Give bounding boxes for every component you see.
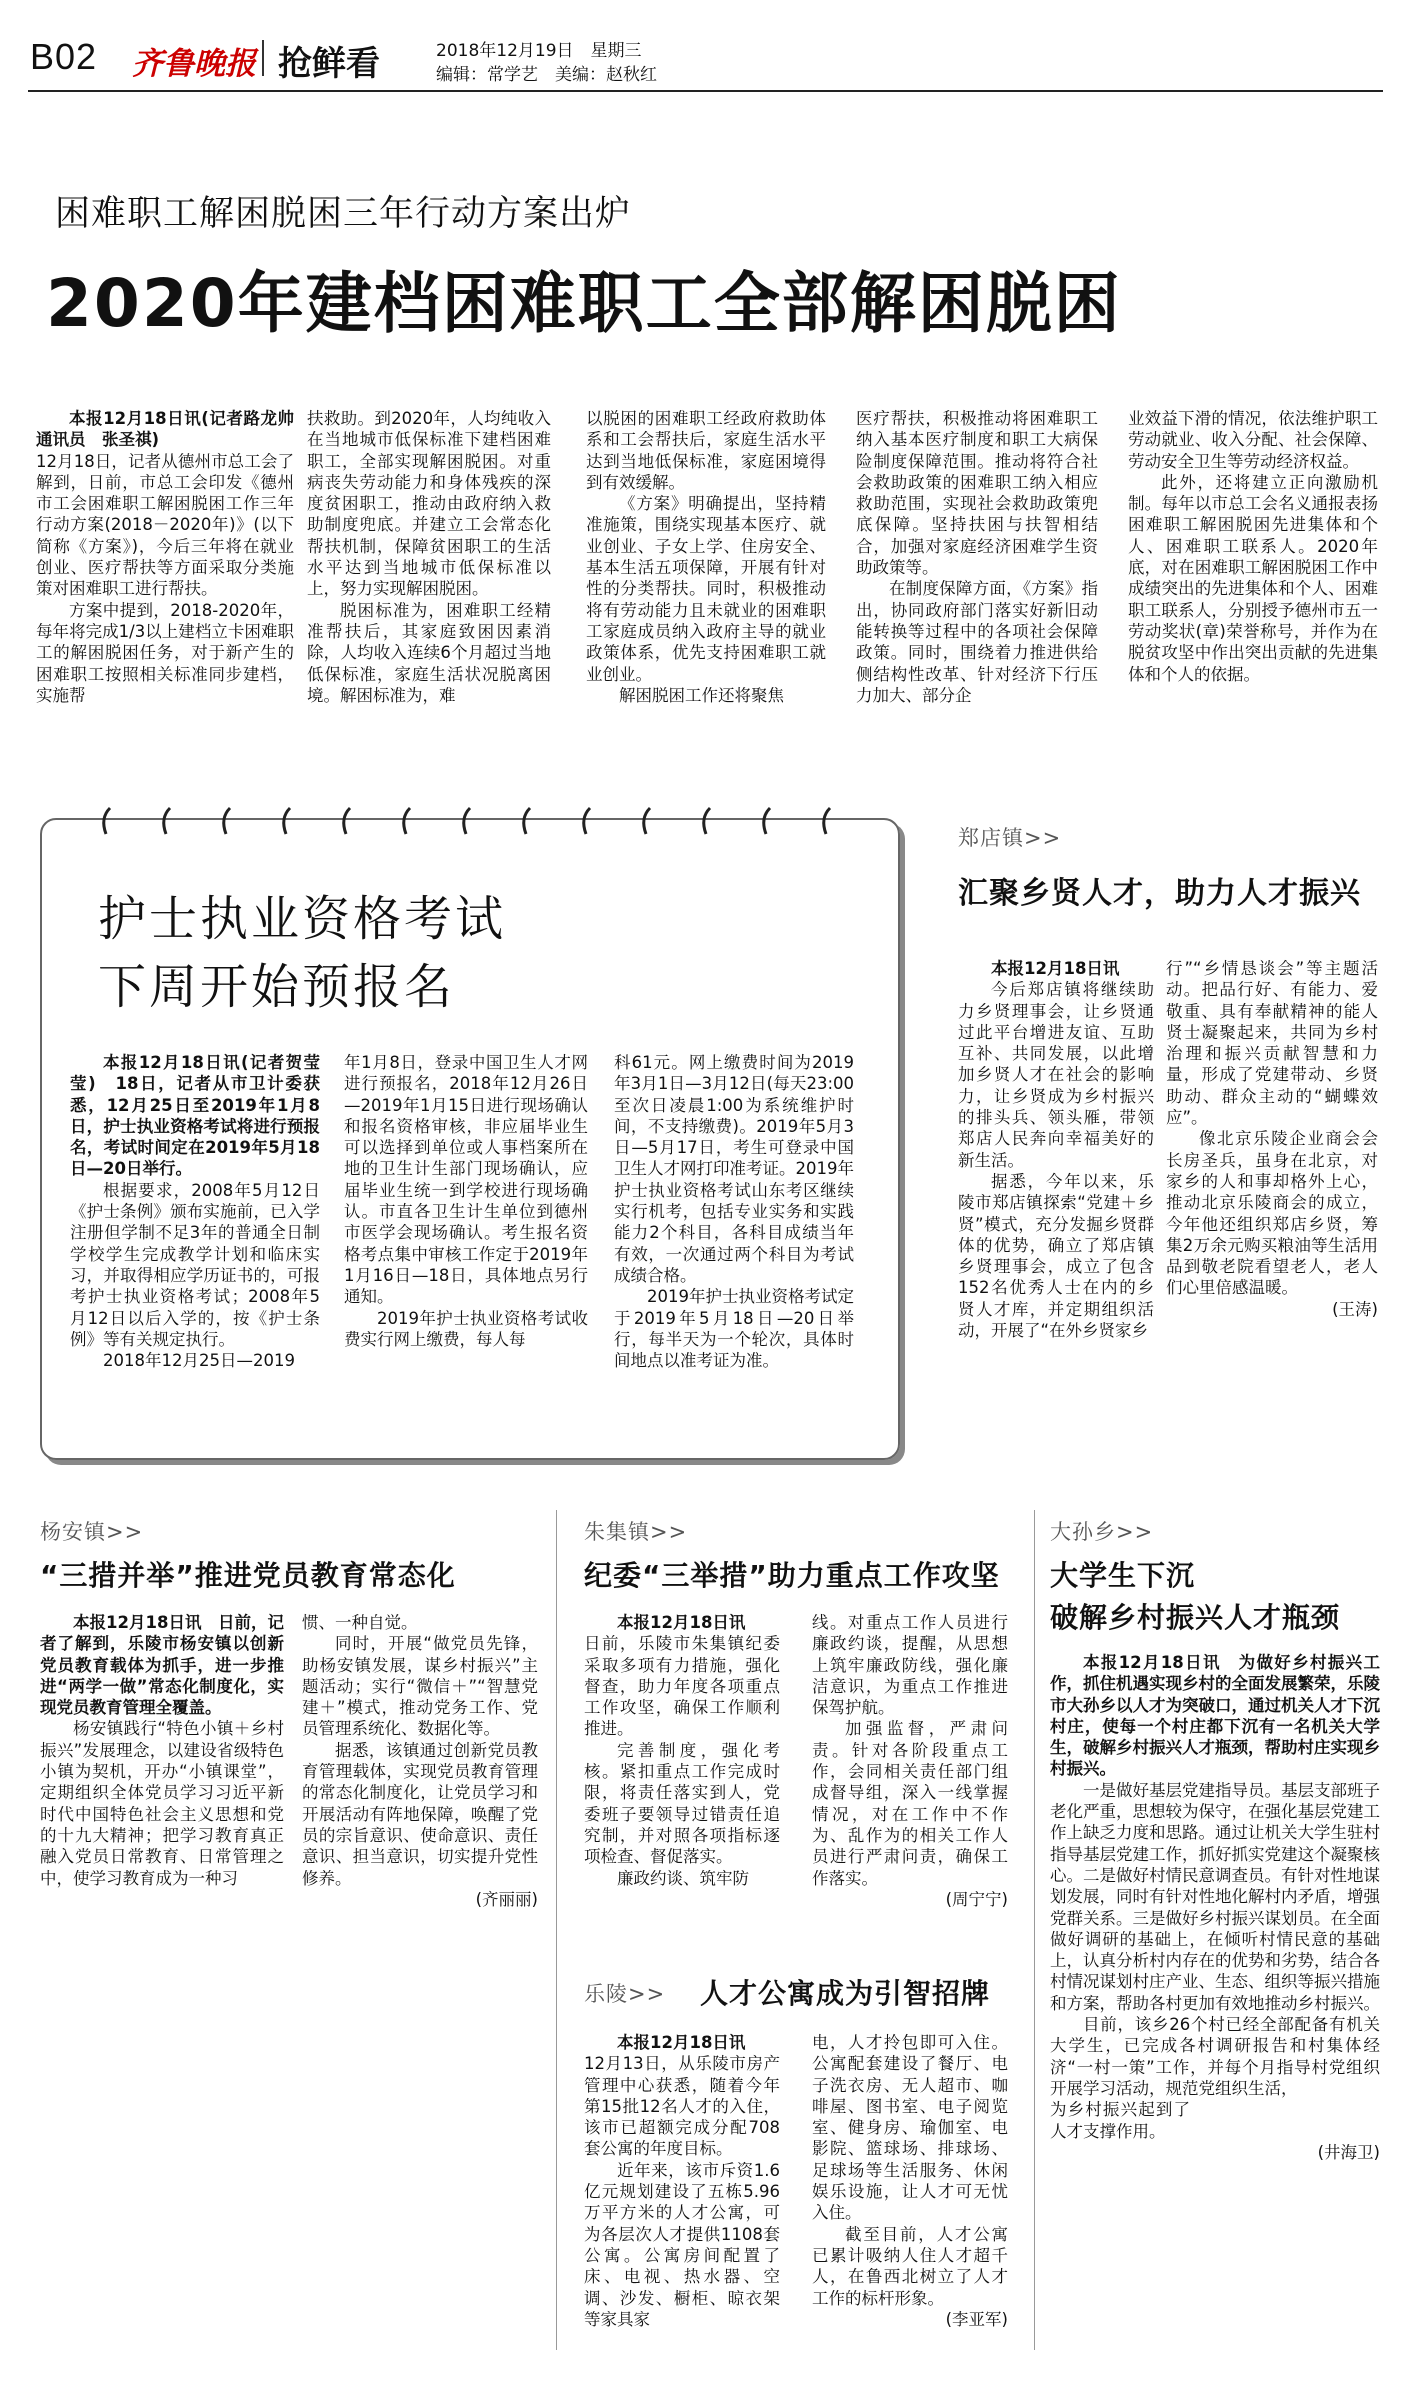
nurse-headline-1: 护士执业资格考试 [98,891,507,947]
dasun-headline-1: 大学生下沉 [1050,1559,1196,1592]
yangan-tag: 杨安镇>> [40,1520,144,1544]
section-name: 抢鲜看 [278,44,380,84]
zhengdian-column-2: 行”“乡情恳谈会”等主题活动。把品行好、有能力、爱敬重、具有奉献精神的能人贤士凝聚起来，共同为乡村治理和振兴贡献智慧和力量，形成了党建带动、乡贤助动、群众主动的“蝴蝶效应”。 像北京乐陵企业商会会长房圣兵，虽身在北京，对家乡的人和事却格外上心，推动北京乐陵商会的成立，今年他还组织郑店乡贤，筹集2万余元购买粮油等生活用品到敬老院看望老人，老人们心里倍感温暖。 (王涛) [1166,959,1378,1319]
yangan-column-1: 本报12月18日讯 日前，记者了解到，乐陵市杨安镇以创新党员教育载体为抓手，进一步推进“两学一做”常态化制度化，实现党员教育管理全覆盖。 杨安镇践行“特色小镇＋乡村振兴”发展理念，以建设省级特色小镇为契机，开办“小镇课堂”，定期组织全体党员学习习近平新时代中国特色社会主义思想和党的十九大精神；把学习教育真正融入党员日常教育、日常管理之中，使学习教育成为一种习 [40,1613,284,1888]
editor-credits: 编辑：常学艺 美编：赵秋红 [436,65,657,85]
lead-subtitle: 困难职工解困脱困三年行动方案出炉 [55,194,632,234]
masthead-logo: 齐鲁晚报 [132,46,256,82]
nurse-column-2: 年1月8日，登录中国卫生人才网进行预报名，2018年12月26日—2019年1月15日进行现场确认和报名资格审核，非应届毕业生可以选择到单位或人事档案所在地的卫生计生部门现场确认，应届毕业生统一到学校进行现场确认。市直各卫生计生单位到德州市医学会现场确认。考生报名资格考点集中审核工作定于2019年1月16日—18日，具体地点另行通知。 2019年护士执业资格考试收费实行网上缴费，每人每 [344,1053,588,1349]
nurse-column-3: 科61元。网上缴费时间为2019年3月1日—3月12日(每天23:00至次日凌晨1:00为系统维护时间，不支持缴费)。2019年5月3日—5月17日，考生可登录中国卫生人才网打印准考证。2019年护士执业资格考试山东考区继续实行机考，包括专业实务和实践能力2个科目，各科目成绩当年有效，一次通过两个科目为考试成绩合格。 2019年护士执业资格考试定于2019年5月18日—20日举行，每半天为一个轮次，具体时间地点以准考证为准。 [614,1053,854,1371]
nurse-headline-2: 下周开始预报名 [98,959,456,1015]
issue-date: 2018年12月19日 星期三 [436,41,642,61]
zhengdian-column-1: 本报12月18日讯 今后郑店镇将继续助力乡贤理事会，让乡贤通过此平台增进友谊、互助互补、共同发展，以此增加乡贤人才在社会的影响力，让乡贤成为乡村振兴的排头兵、领头雁，带领郑店人民奔向幸福美好的新生活。 据悉，今年以来，乐陵市郑店镇探索“党建＋乡贤”模式，充分发掘乡贤群体的优势，确立了郑店镇乡贤理事会，成立了包含152名优秀人士在内的乡贤人才库，并定期组织活动，开展了“在外乡贤家乡 [958,959,1154,1341]
lead-column-4: 医疗帮扶，积极推动将困难职工纳入基本医疗制度和职工大病保险制度保障范围。推动将符合社会救助政策的困难职工纳入相应救助范围，实现社会救助政策兜底保障。坚持扶困与扶智相结合，加强对家庭经济困难学生资助政策等。 在制度保障方面，《方案》指出，协同政府部门落实好新旧动能转换等过程中的各项社会保障政策。同时，围绕着力推进供给侧结构性改革、针对经济下行压力加大、部分企 [856,409,1098,705]
lead-column-5: 业效益下滑的情况，依法维护职工劳动就业、收入分配、社会保障、劳动安全卫生等劳动经济权益。 此外，还将建立正向激励机制。每年以市总工会名义通报表扬困难职工解困脱困先进集体和个人、困难职工联系人。2020年底，对在困难职工解困脱困工作中成绩突出的先进集体和个人、困难职工联系人，分别授予德州市五一劳动奖状(章)荣誉称号，并作为在脱贫攻坚中作出突出贡献的先进集体和个人的依据。 [1128,409,1378,684]
dasun-column: 本报12月18日讯 为做好乡村振兴工作，抓住机遇实现乡村的全面发展繁荣，乐陵市大孙乡以人才为突破口，通过机关人才下沉村庄，使每一个村庄都下沉有一名机关大学生，破解乡村振兴人才瓶颈，帮助村庄实现乡村振兴。 一是做好基层党建指导员。基层支部班子老化严重，思想较为保守，在强化基层党建工作上缺乏力度和思路。通过让机关大学生驻村指导基层党建工作，抓好抓实党建这个凝聚核心。二是做好村情民意调查员。有针对性地谋划发展，同时有针对性地化解村内矛盾，增强党群关系。三是做好乡村振兴谋划员。在全面做好调研的基础上，在倾听村情民意的基础上，认真分析村内存在的优势和劣势，结合各村情况谋划村庄产业、生态、组织等振兴措施和方案，帮助各村更加有效地推动乡村振兴。 目前，该乡26个村已经全部配备有机关大学生，已完成各村调研报告和村集体经济“一村一策”工作，并每个月指导村党组织开展学习活动，规范党组织生活， 为乡村振兴起到了人才支撑作用。 (井海卫) [1050,1653,1380,2162]
lead-column-1: 本报12月18日讯(记者路龙帅 通讯员 张圣祺) 12月18日，记者从德州市总工会了解到，日前，市总工会印发《德州市工会困难职工解困脱困工作三年行动方案(2018－2020年)》(以下简称《方案》)，今后三年将在就业创业、医疗帮扶等方面采取分类施策对困难职工进行帮扶。 方案中提到，2018-2020年，每年将完成1/3以上建档立卡困难职工的解困脱困任务，对于新产生的困难职工按照相关标准同步建档，实施帮 [36,409,311,705]
zhuji-column-1: 本报12月18日讯 日前，乐陵市朱集镇纪委采取多项有力措施，强化督查，助力年度各项重点工作攻坚，确保工作顺利推进。 完善制度，强化考核。紧扣重点工作完成时限，将责任落实到人，党委班子要领导过错责任追究制，并对照各项指标逐项检查、督促落实。 廉政约谈、筑牢防 [584,1613,780,1888]
laoling-column-1: 本报12月18日讯 12月13日，从乐陵市房产管理中心获悉，随着今年第15批12名人才的入住，该市已超额完成分配708套公寓的年度目标。 近年来，该市斥资1.6亿元规划建设了五栋5.96万平方米的人才公寓，可为各层次人才提供1108套公寓。公寓房间配置了床、电视、热水器、空调、沙发、橱柜、晾衣架等家具家 [584,2033,780,2329]
zhengdian-headline: 汇聚乡贤人才，助力人才振兴 [958,876,1361,911]
dasun-headline-2: 破解乡村振兴人才瓶颈 [1050,1601,1341,1634]
notebook-spiral [96,800,856,840]
zhuji-column-2: 线。对重点工作人员进行廉政约谈，提醒，从思想上筑牢廉政防线，强化廉洁意识，为重点工作推进保驾护航。 加强监督，严肃问责。针对各阶段重点工作，会同相关责任部门组成督导组，深入一线掌握情况，对在工作中不作为、乱作为的相关工作人员进行严肃问责，确保工作落实。 (周宁宁) [812,1613,1008,1909]
nurse-column-1: 本报12月18日讯(记者贺莹莹) 18日，记者从市卫计委获悉，12月25日至2019年1月8日，护士执业资格考试将进行预报名，考试时间定在2019年5月18日—20日举行。 根据要求，2008年5月12日《护士条例》颁布实施前，已入学注册但学制不足3年的普通全日制学校学生完成教学计划和临床实习，并取得相应学历证书的，可报考护士执业资格考试；2008年5月12日以后入学的，按《护士条例》等有关规定执行。 2018年12月25日—2019 [70,1053,320,1371]
laoling-headline: 人才公寓成为引智招牌 [700,1977,991,2010]
zhuji-headline: 纪委“三举措”助力重点工作攻坚 [584,1559,1000,1592]
zhengdian-tag: 郑店镇>> [958,826,1062,850]
lead-headline: 2020年建档困难职工全部解困脱困 [46,265,1122,342]
laoling-tag: 乐陵>> [584,1982,666,2006]
page-number: B02 [30,36,98,77]
yangan-headline: “三措并举”推进党员教育常态化 [40,1559,456,1592]
laoling-column-2: 电，人才拎包即可入住。公寓配套建设了餐厅、电子洗衣房、无人超市、咖啡屋、图书室、电子阅览室、健身房、瑜伽室、电影院、篮球场、排球场、足球场等生活服务、休闲娱乐设施，让人才可无忧入住。 截至目前，人才公寓已累计吸纳人住人才超千人，在鲁西北树立了人才工作的标杆形象。 (李亚军) [812,2033,1008,2329]
zhuji-tag: 朱集镇>> [584,1520,688,1544]
dasun-tag: 大孙乡>> [1050,1520,1154,1544]
lead-column-3: 以脱困的困难职工经政府救助体系和工会帮扶后，家庭生活水平达到当地低保标准，家庭困境得到有效缓解。 《方案》明确提出，坚持精准施策，围绕实现基本医疗、就业创业、子女上学、住房安全、基本生活五项保障，开展有针对性的分类帮扶。同时，积极推动将有劳动能力且未就业的困难职工家庭成员纳入政府主导的就业政策体系，优先支持困难职工就业创业。 解困脱困工作还将聚焦 [586,409,826,705]
lead-column-2: 扶救助。到2020年，人均纯收入在当地城市低保标准下建档困难职工，全部实现解困脱困。对重病丧失劳动能力和身体残疾的深度贫困职工，推动由政府纳入救助制度兜底。并建立工会常态化帮扶机制，保障贫困职工的生活水平达到当地城市低保标准以上，努力实现解困脱困。 脱困标准为，困难职工经精准帮扶后，其家庭致困因素消除，人均收入连续6个月超过当地低保标准，家庭生活状况脱离困境。解困标准为，难 [307,409,551,705]
yangan-column-2: 惯、一种自觉。 同时，开展“做党员先锋，助杨安镇发展，谋乡村振兴”主题活动；实行“微信＋”“智慧党建＋”模式，推动党务工作、党员管理系统化、数据化等。 据悉，该镇通过创新党员教育管理载体，实现党员教育管理的常态化制度化，让党员学习和开展活动有阵地保障，唤醒了党员的宗旨意识、使命意识、责任意识、担当意识，切实提升党性修养。 (齐丽丽) [302,1613,538,1909]
